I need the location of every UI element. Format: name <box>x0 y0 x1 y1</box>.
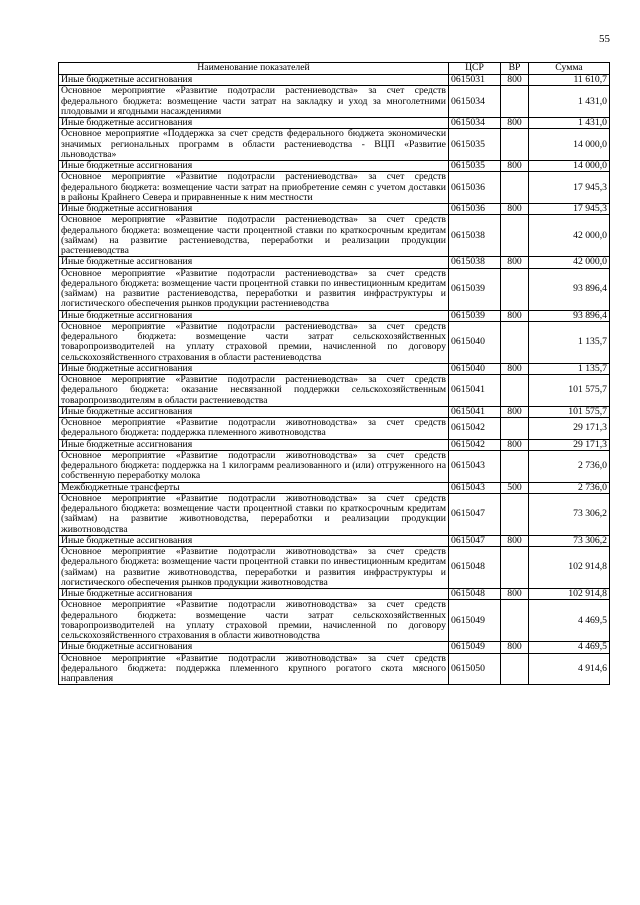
row-name-cell: Основное мероприятие «Развитие подотрасли животноводства» за счет средств федерального бюджета: возмещение части процентной ставки по инвестиционным кредитам (займам) на развитие животноводства, переработки и развития инфраструктуры и логистического обеспечения рынков продукции животноводства <box>59 547 449 589</box>
row-name-cell: Иные бюджетные ассигнования <box>59 161 449 172</box>
row-name-cell: Основное мероприятие «Развитие подотрасли растениеводства» за счет средств федерального бюджета: возмещение части процентной ставки по краткосрочным кредитам (займам) на развитие растениеводства, переработки и реализации продукции растениеводства <box>59 215 449 257</box>
row-sum-cell: 29 171,3 <box>529 439 610 450</box>
row-sum-cell: 2 736,0 <box>529 482 610 493</box>
row-csr-cell: 0615049 <box>449 600 501 642</box>
table-row <box>59 75 610 86</box>
row-csr-cell: 0615040 <box>449 321 501 363</box>
row-sum-cell: 4 914,6 <box>529 653 610 685</box>
table-row <box>59 535 610 546</box>
table-row <box>59 653 610 685</box>
row-name-cell: Основное мероприятие «Развитие подотрасли растениеводства» за счет средств федерального бюджета: возмещение части затрат на закладку и уход за многолетними плодовыми и ягодными насаждениями <box>59 86 449 118</box>
row-csr-cell: 0615035 <box>449 161 501 172</box>
row-sum-cell: 2 736,0 <box>529 450 610 482</box>
row-csr-cell: 0615041 <box>449 375 501 407</box>
row-csr-cell: 0615041 <box>449 406 501 417</box>
table-row <box>59 493 610 535</box>
table-row <box>59 215 610 257</box>
row-name-cell: Иные бюджетные ассигнования <box>59 406 449 417</box>
row-vr-cell <box>501 493 529 535</box>
row-name-cell: Основное мероприятие «Развитие подотрасли растениеводства» за счет средств федерального бюджета: возмещение части процентной ставки по инвестиционным кредитам (займам) на развитие растениеводства, переработки и развития инфраструктуры и логистического обеспечения рынков продукции растениеводства <box>59 268 449 310</box>
row-csr-cell: 0615048 <box>449 589 501 600</box>
row-sum-cell: 102 914,8 <box>529 589 610 600</box>
row-csr-cell: 0615042 <box>449 418 501 440</box>
row-vr-cell: 800 <box>501 406 529 417</box>
row-sum-cell: 42 000,0 <box>529 215 610 257</box>
row-sum-cell: 42 000,0 <box>529 257 610 268</box>
row-name-cell: Основное мероприятие «Развитие подотрасли животноводства» за счет средств федерального бюджета: возмещение части затрат сельскохозяйственных товаропроизводителей на уплату страховой премии, начисленной по договору сельскохозяйственного страхования в области животноводства <box>59 600 449 642</box>
row-csr-cell: 0615038 <box>449 215 501 257</box>
table-row <box>59 375 610 407</box>
row-vr-cell: 800 <box>501 363 529 374</box>
row-sum-cell: 14 000,0 <box>529 161 610 172</box>
table-row <box>59 363 610 374</box>
column-header-vr: ВР <box>501 63 529 75</box>
row-name-cell: Основное мероприятие «Развитие подотрасли животноводства» за счет средств федерального бюджета: поддержка на 1 килограмм реализованного и (или) отгруженного на собственную переработку молока <box>59 450 449 482</box>
table-row <box>59 86 610 118</box>
row-sum-cell: 101 575,7 <box>529 375 610 407</box>
table-row <box>59 161 610 172</box>
row-vr-cell: 800 <box>501 204 529 215</box>
row-sum-cell: 1 135,7 <box>529 363 610 374</box>
row-sum-cell: 11 610,7 <box>529 75 610 86</box>
column-header-name: Наименование показателей <box>59 63 449 75</box>
row-sum-cell: 93 896,4 <box>529 268 610 310</box>
row-vr-cell: 800 <box>501 257 529 268</box>
row-vr-cell: 800 <box>501 642 529 653</box>
row-name-cell: Межбюджетные трансферты <box>59 482 449 493</box>
row-csr-cell: 0615039 <box>449 310 501 321</box>
row-name-cell: Основное мероприятие «Развитие подотрасли животноводства» за счет средств федерального бюджета: поддержка племенного животноводства <box>59 418 449 440</box>
row-vr-cell <box>501 600 529 642</box>
row-csr-cell: 0615034 <box>449 86 501 118</box>
row-vr-cell: 800 <box>501 118 529 129</box>
row-sum-cell: 73 306,2 <box>529 493 610 535</box>
row-vr-cell <box>501 268 529 310</box>
column-header-csr: ЦСР <box>449 63 501 75</box>
budget-table <box>58 62 610 685</box>
row-sum-cell: 29 171,3 <box>529 418 610 440</box>
row-csr-cell: 0615036 <box>449 204 501 215</box>
table-row <box>59 118 610 129</box>
row-vr-cell: 800 <box>501 161 529 172</box>
row-name-cell: Иные бюджетные ассигнования <box>59 642 449 653</box>
row-sum-cell: 4 469,5 <box>529 642 610 653</box>
row-vr-cell <box>501 321 529 363</box>
row-vr-cell <box>501 86 529 118</box>
table-header-row <box>59 63 610 75</box>
row-vr-cell <box>501 215 529 257</box>
table-row <box>59 642 610 653</box>
row-name-cell: Иные бюджетные ассигнования <box>59 589 449 600</box>
column-header-sum: Сумма <box>529 63 610 75</box>
row-vr-cell <box>501 653 529 685</box>
row-csr-cell: 0615031 <box>449 75 501 86</box>
table-row <box>59 268 610 310</box>
row-sum-cell: 1 431,0 <box>529 86 610 118</box>
row-name-cell: Иные бюджетные ассигнования <box>59 75 449 86</box>
row-sum-cell: 1 135,7 <box>529 321 610 363</box>
row-name-cell: Иные бюджетные ассигнования <box>59 204 449 215</box>
table-row <box>59 547 610 589</box>
table-row <box>59 204 610 215</box>
table-row <box>59 600 610 642</box>
row-csr-cell: 0615043 <box>449 482 501 493</box>
row-name-cell: Основное мероприятие «Развитие подотрасли растениеводства» за счет средств федерального бюджета: возмещение части затрат на приобретение семян с учетом доставки в районы Крайнего Севера и приравненные к ним местности <box>59 172 449 204</box>
table-row <box>59 482 610 493</box>
row-name-cell: Иные бюджетные ассигнования <box>59 363 449 374</box>
row-vr-cell: 800 <box>501 310 529 321</box>
row-csr-cell: 0615043 <box>449 450 501 482</box>
row-vr-cell <box>501 418 529 440</box>
row-name-cell: Иные бюджетные ассигнования <box>59 257 449 268</box>
row-name-cell: Иные бюджетные ассигнования <box>59 118 449 129</box>
row-name-cell: Иные бюджетные ассигнования <box>59 310 449 321</box>
row-csr-cell: 0615040 <box>449 363 501 374</box>
row-csr-cell: 0615034 <box>449 118 501 129</box>
row-csr-cell: 0615035 <box>449 129 501 161</box>
row-csr-cell: 0615047 <box>449 535 501 546</box>
row-csr-cell: 0615038 <box>449 257 501 268</box>
row-name-cell: Иные бюджетные ассигнования <box>59 535 449 546</box>
row-name-cell: Основное мероприятие «Развитие подотрасли растениеводства» за счет средств федерального бюджета: оказание несвязанной поддержки сельскохозяйственным товаропроизводителям в области растениеводства <box>59 375 449 407</box>
row-vr-cell: 800 <box>501 535 529 546</box>
row-csr-cell: 0615036 <box>449 172 501 204</box>
row-csr-cell: 0615042 <box>449 439 501 450</box>
row-csr-cell: 0615039 <box>449 268 501 310</box>
row-vr-cell <box>501 375 529 407</box>
row-name-cell: Иные бюджетные ассигнования <box>59 439 449 450</box>
row-sum-cell: 14 000,0 <box>529 129 610 161</box>
row-name-cell: Основное мероприятие «Развитие подотрасли животноводства» за счет средств федерального бюджета: поддержка племенного крупного рогатого скота мясного направления <box>59 653 449 685</box>
row-vr-cell: 800 <box>501 439 529 450</box>
row-csr-cell: 0615047 <box>449 493 501 535</box>
table-row <box>59 321 610 363</box>
table-row <box>59 418 610 440</box>
row-vr-cell <box>501 450 529 482</box>
table-row <box>59 439 610 450</box>
row-vr-cell <box>501 172 529 204</box>
row-sum-cell: 1 431,0 <box>529 118 610 129</box>
row-sum-cell: 101 575,7 <box>529 406 610 417</box>
table-row <box>59 450 610 482</box>
row-vr-cell: 800 <box>501 75 529 86</box>
row-csr-cell: 0615048 <box>449 547 501 589</box>
table-row <box>59 129 610 161</box>
table-row <box>59 172 610 204</box>
table-row <box>59 589 610 600</box>
row-vr-cell: 800 <box>501 589 529 600</box>
row-vr-cell: 500 <box>501 482 529 493</box>
page-number: 55 <box>599 33 610 45</box>
row-sum-cell: 4 469,5 <box>529 600 610 642</box>
row-csr-cell: 0615049 <box>449 642 501 653</box>
row-vr-cell <box>501 129 529 161</box>
row-csr-cell: 0615050 <box>449 653 501 685</box>
table-row <box>59 406 610 417</box>
table-row <box>59 310 610 321</box>
row-vr-cell <box>501 547 529 589</box>
row-name-cell: Основное мероприятие «Поддержка за счет средств федерального бюджета экономически значимых региональных программ в области растениеводства - ВЦП «Развитие льноводства» <box>59 129 449 161</box>
row-sum-cell: 73 306,2 <box>529 535 610 546</box>
row-sum-cell: 102 914,8 <box>529 547 610 589</box>
row-sum-cell: 93 896,4 <box>529 310 610 321</box>
row-name-cell: Основное мероприятие «Развитие подотрасли животноводства» за счет средств федерального бюджета: возмещение части процентной ставки по краткосрочным кредитам (займам) на развитие животноводства, переработки и реализации продукции животноводства <box>59 493 449 535</box>
table-row <box>59 257 610 268</box>
row-sum-cell: 17 945,3 <box>529 172 610 204</box>
row-name-cell: Основное мероприятие «Развитие подотрасли растениеводства» за счет средств федерального бюджета: возмещение части затрат сельскохозяйственных товаропроизводителей на уплату страховой премии, начисленной по договору сельскохозяйственного страхования в области растениеводства <box>59 321 449 363</box>
row-sum-cell: 17 945,3 <box>529 204 610 215</box>
